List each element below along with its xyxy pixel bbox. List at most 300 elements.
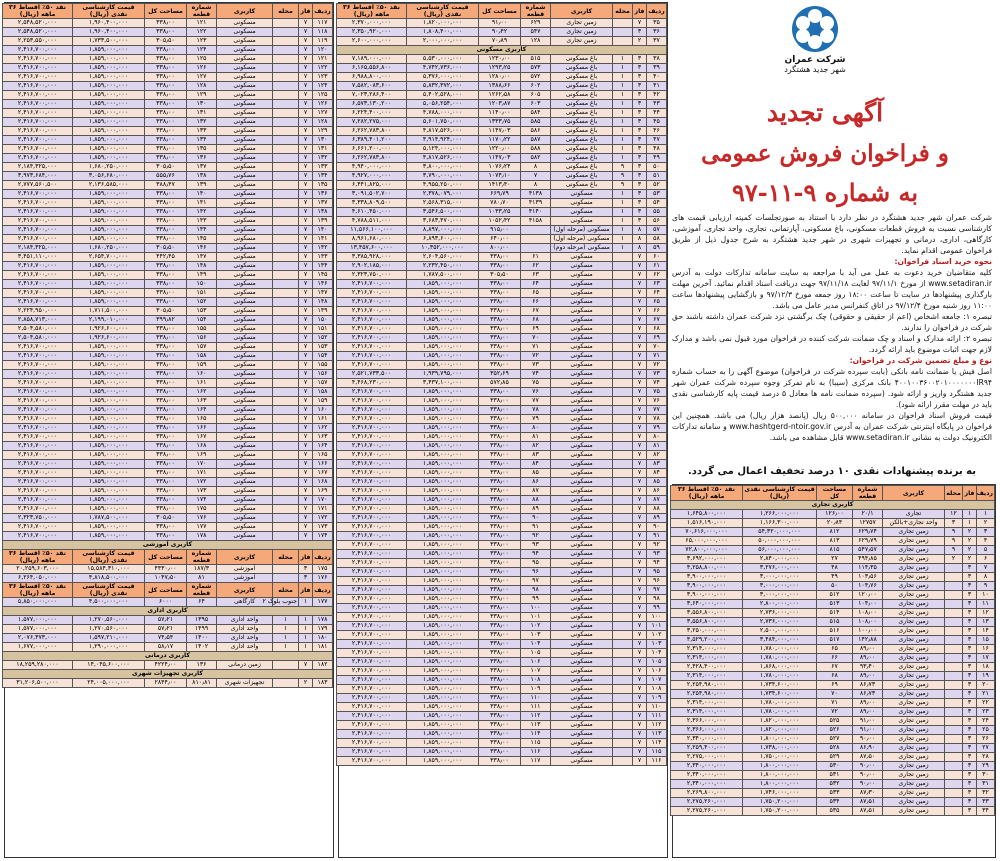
cell-size: ۳۳۸٫۰۰ <box>145 280 187 289</box>
cell-row: ۹۰ <box>647 523 667 532</box>
section-title-row <box>3 541 333 550</box>
cell-plot: ۱۰۴٫۷۶ <box>853 582 883 591</box>
company-name: شرکت عمران <box>784 55 846 65</box>
cell-plot: ۸۹٫۰۰ <box>853 672 883 681</box>
cell-plot: ۱۰۰٫۰۰ <box>853 627 883 636</box>
cell-use: مسکونی <box>217 154 273 163</box>
table-row <box>3 634 333 643</box>
cell-area <box>273 478 299 487</box>
cell-size: ۵۲۹ <box>817 753 853 762</box>
cell-use: باغ مسکونی <box>551 73 613 82</box>
table-row <box>3 496 333 505</box>
cell-install: ۲,۲۷۵,۲۶۰,۰۰۰ <box>671 798 743 807</box>
cell-use: زمین تجاری <box>883 636 945 645</box>
cell-use: واحد اداری <box>217 625 273 634</box>
cell-phase: ۷ <box>299 505 313 514</box>
table-row <box>337 325 667 334</box>
cell-cash: ۵,۵۳۰,۰۰۰,۰۰۰ <box>407 55 479 64</box>
cell-size: ۳۳۸٫۰۰ <box>479 739 521 748</box>
cell-row: ۱۵۱ <box>313 325 333 334</box>
cell-plot <box>521 244 551 253</box>
cell-row: ۱۰۶ <box>647 667 667 676</box>
cell-phase: ۳ <box>963 672 977 681</box>
cell-row: ۵۸ <box>647 235 667 244</box>
cell-use: زمین تجاری <box>883 753 945 762</box>
cell-plot: ۱۲۴ <box>187 46 217 55</box>
table-row <box>3 145 333 154</box>
cell-area <box>945 591 963 600</box>
cell-cash: ۱,۸۵۹,۰۰۰,۰۰۰ <box>73 451 145 460</box>
column-header-use: کاربری <box>551 4 613 19</box>
cell-area: ۹ <box>945 528 963 537</box>
cell-row: ۱۳ <box>977 618 995 627</box>
cell-area <box>273 163 299 172</box>
table-row <box>337 577 667 586</box>
cell-cash: ۲,۷۳۶,۰۰۰,۰۰۰ <box>743 609 817 618</box>
table-row <box>3 172 333 181</box>
cell-size: ۳۸۸٫۴۷ <box>145 181 187 190</box>
cell-phase: ۷ <box>299 532 313 541</box>
cell-install: ۱,۶۷۷,۰۰۰,۰۰۰ <box>3 643 73 652</box>
cell-plot: ۱۶۷ <box>187 433 217 442</box>
cell-plot: ۱۷۱ <box>187 469 217 478</box>
cell-area <box>613 541 633 550</box>
cell-area: ۱ <box>613 136 633 145</box>
cell-phase: ۱ <box>299 598 313 607</box>
cell-phase: ۳ <box>633 28 647 37</box>
cell-size: ۵۳۱ <box>817 771 853 780</box>
cell-use: کارگاهی <box>217 598 273 607</box>
table-row <box>671 591 995 600</box>
cell-cash: ۱,۸۵۹,۰۰۰,۰۰۰ <box>407 487 479 496</box>
cell-install: ۲,۴۱۶,۷۰۰,۰۰۰ <box>3 388 73 397</box>
cell-size: ۵۸٫۱۷ <box>145 643 187 652</box>
table-row <box>3 514 333 523</box>
cell-size: ۵۵۵٫۷۶ <box>145 172 187 181</box>
cell-phase: ۱ <box>299 634 313 643</box>
cell-row: ۱۲ <box>977 609 995 618</box>
column-header-size: مساحت کل <box>145 583 187 598</box>
cell-phase: ۳ <box>633 181 647 190</box>
column-header-plot: شماره قطعه <box>521 4 551 19</box>
cell-area <box>613 37 633 46</box>
cell-row: ۸۱ <box>647 442 667 451</box>
cell-size: ۳۳۸٫۰۰ <box>145 469 187 478</box>
cell-use: مسکونی <box>217 244 273 253</box>
cell-row: ۴ <box>977 537 995 546</box>
cell-size: ۳۳۸٫۰۰ <box>479 631 521 640</box>
cell-area <box>273 532 299 541</box>
section-title-row <box>3 670 333 679</box>
cell-phase: ۷ <box>299 91 313 100</box>
cell-size: ۳۳۸٫۰۰ <box>479 307 521 316</box>
cell-plot: ۸۱۰٫۸۱ <box>187 679 217 688</box>
cell-row: ۱۱۹ <box>313 37 333 46</box>
cell-cash: ۳,۶۸۳,۴۷۰,۰۰۰ <box>407 217 479 226</box>
cell-size: ۳۳۸٫۰۰ <box>479 487 521 496</box>
cell-row: ۱۴۳ <box>313 253 333 262</box>
table-row <box>3 343 333 352</box>
cell-plot: ۸۱ <box>187 574 217 583</box>
cell-use: مسکونی <box>217 433 273 442</box>
cell-row: ۱۳۵ <box>313 181 333 190</box>
cell-row: ۱۶ <box>977 645 995 654</box>
cell-row: ۸۵ <box>647 478 667 487</box>
cell-use: زمین تجاری <box>883 582 945 591</box>
cell-size: ۳۳۸٫۰۰ <box>479 604 521 613</box>
cell-phase: ۷ <box>633 721 647 730</box>
cell-phase: ۷ <box>299 181 313 190</box>
cell-row: ۱۷۰ <box>313 496 333 505</box>
cell-cash: ۱,۹۲۶,۶۰۰,۰۰۰ <box>73 334 145 343</box>
table-row <box>671 726 995 735</box>
cell-plot: ۷۰ <box>521 334 551 343</box>
cell-use: زمین تجاری <box>883 699 945 708</box>
cell-area <box>273 154 299 163</box>
cell-row: ۱۴۰ <box>313 226 333 235</box>
cell-row: ۷۵ <box>647 388 667 397</box>
cell-use: مسکونی <box>551 253 613 262</box>
cell-install: ۳,۵۵۶,۸۰۰,۰۰۰ <box>671 618 743 627</box>
cell-cash: ۳,۲۷۶,۰۰۰,۰۰۰ <box>743 564 817 573</box>
cell-plot: ۱۱۶ <box>521 748 551 757</box>
cell-install: ۲,۴۱۶,۷۰۰,۰۰۰ <box>3 64 73 73</box>
cell-size: ۳۳۸٫۰۰ <box>479 649 521 658</box>
cell-area <box>273 406 299 415</box>
cell-cash: ۲,۸۰۰,۰۰۰,۰۰۰ <box>743 600 817 609</box>
cell-phase: ۷ <box>633 433 647 442</box>
cell-area: ۱ <box>613 109 633 118</box>
cell-area <box>945 564 963 573</box>
cell-install: ۲,۴۱۶,۷۰۰,۰۰۰ <box>337 325 407 334</box>
cell-size: ۳۳۸٫۰۰ <box>145 208 187 217</box>
headline-line-2: و فراخوان فروش عمومی <box>701 140 949 167</box>
cell-plot: ۹۳٫۴۰ <box>853 663 883 672</box>
cell-plot: ۷۲ <box>521 352 551 361</box>
cell-size: ۱۲۶۲٫۵۸ <box>479 91 521 100</box>
cell-use: مسکونی <box>217 343 273 352</box>
cell-install: ۲,۴۱۶,۷۰۰,۰۰۰ <box>3 361 73 370</box>
cell-size: ۳۰۵٫۵۰ <box>479 271 521 280</box>
cell-phase: ۷ <box>299 28 313 37</box>
cell-phase: ۳ <box>633 127 647 136</box>
cell-cash: ۱,۸۲۰,۰۰۰,۰۰۰ <box>743 726 817 735</box>
cell-plot: ۱۳۱ <box>187 109 217 118</box>
cell-cash: ۱,۸۵۹,۰۰۰,۰۰۰ <box>407 352 479 361</box>
table-row <box>3 289 333 298</box>
cell-phase: ۳ <box>963 753 977 762</box>
cell-size: ۷۲ <box>817 708 853 717</box>
cell-size: ۸۱۲ <box>817 528 853 537</box>
cell-size: ۱۴۱۳٫۴۰ <box>479 181 521 190</box>
cell-use: مسکونی <box>551 298 613 307</box>
column-header-use: کاربری <box>217 583 273 598</box>
cell-cash: ۱,۸۰۸,۴۰۰,۰۰۰ <box>407 28 479 37</box>
cell-use: مسکونی <box>551 442 613 451</box>
table-row <box>337 64 667 73</box>
cell-use: مسکونی <box>217 136 273 145</box>
cell-row: ۱۱۸ <box>313 28 333 37</box>
cell-plot: ۸۷٫۵۱ <box>853 807 883 816</box>
cell-use: باغ مسکونی <box>551 172 613 181</box>
cell-phase: ۱ <box>963 519 977 528</box>
cell-cash: ۱,۸۵۹,۰۰۰,۰۰۰ <box>407 550 479 559</box>
cell-cash: ۱,۸۵۹,۰۰۰,۰۰۰ <box>407 730 479 739</box>
cell-phase: ۱ <box>963 510 977 519</box>
cell-size: ۳۳۸٫۰۰ <box>479 253 521 262</box>
cell-size: ۳۳۸٫۰۰ <box>479 748 521 757</box>
cell-size: ۳۳۸٫۰۰ <box>479 676 521 685</box>
cell-plot: ۸۷٫۳۰ <box>853 789 883 798</box>
cell-plot: ۸ <box>521 181 551 190</box>
cell-install: ۲,۴۱۶,۷۰۰,۰۰۰ <box>3 280 73 289</box>
table-row <box>337 136 667 145</box>
cell-area: ۱ <box>613 190 633 199</box>
table-row <box>337 343 667 352</box>
table-row <box>337 514 667 523</box>
cell-size: ۹۱۵٫۰۰ <box>479 226 521 235</box>
cell-install: ۲,۴۱۶,۷۰۰,۰۰۰ <box>337 478 407 487</box>
table-row <box>337 415 667 424</box>
cell-use: مسکونی <box>551 604 613 613</box>
cell-row: ۱۴۱ <box>313 235 333 244</box>
cell-area <box>945 771 963 780</box>
cell-row: ۱۱۴ <box>647 739 667 748</box>
cell-install: ۲,۳۲۳,۷۵۰,۰۰۰ <box>337 271 407 280</box>
cell-area <box>613 460 633 469</box>
cell-cash: ۱,۸۰۰,۰۰۰,۰۰۰ <box>743 762 817 771</box>
cell-area <box>273 136 299 145</box>
cell-cash: ۱,۸۵۹,۰۰۰,۰۰۰ <box>407 712 479 721</box>
cell-phase: ۳ <box>963 573 977 582</box>
cell-phase: ۷ <box>299 244 313 253</box>
cell-phase: ۷ <box>633 595 647 604</box>
table-row <box>671 636 995 645</box>
cell-row: ۸۸ <box>647 505 667 514</box>
cell-use: مسکونی <box>551 730 613 739</box>
cell-use: مسکونی <box>217 19 273 28</box>
cell-size: ۶۴۰٫۰۰ <box>479 235 521 244</box>
cell-row: ۱۷۴ <box>313 532 333 541</box>
cell-area <box>273 469 299 478</box>
cell-install: ۴,۹۴۰,۰۰۰,۰۰۰ <box>337 163 407 172</box>
company-logo <box>760 6 870 86</box>
cell-use: زمین تجاری <box>883 654 945 663</box>
cell-use: مسکونی <box>551 757 613 766</box>
cell-cash: ۲,۶۰۴,۵۶۰,۰۰۰ <box>407 253 479 262</box>
cell-row: ۱۳۶ <box>313 190 333 199</box>
cell-use: مسکونی <box>551 595 613 604</box>
cell-row: ۶ <box>977 555 995 564</box>
cell-cash: ۲,۷۳۶,۰۰۰,۰۰۰ <box>743 618 817 627</box>
company-subtitle: شهر جدید هشتگرد <box>784 65 846 74</box>
cell-cash: ۳,۰۰۰,۰۰۰,۰۰۰ <box>743 591 817 600</box>
cell-row: ۱۶۹ <box>313 487 333 496</box>
cell-plot: ۱۱۱ <box>521 703 551 712</box>
cell-cash: ۱,۸۵۹,۰۰۰,۰۰۰ <box>73 433 145 442</box>
cell-plot: ۱۷۲ <box>187 478 217 487</box>
cell-cash: ۱,۷۸۷,۵۰۰,۰۰۰ <box>73 514 145 523</box>
cell-row: ۷۲ <box>647 361 667 370</box>
cell-phase: ۷ <box>633 370 647 379</box>
cell-cash: ۱,۸۵۹,۰۰۰,۰۰۰ <box>407 415 479 424</box>
cell-use: زمین تجاری <box>883 645 945 654</box>
cell-size: ۳۳۸٫۰۰ <box>145 46 187 55</box>
cell-size: ۳۳۸٫۰۰ <box>145 298 187 307</box>
table-row <box>337 739 667 748</box>
section-title: کاربری مسکونی <box>337 46 667 55</box>
cell-plot: ۶۲۹ <box>521 19 551 28</box>
cell-phase: ۷ <box>633 415 647 424</box>
section-title-row <box>3 607 333 616</box>
cell-row: ۳۹ <box>647 64 667 73</box>
cell-install: ۲,۴۱۶,۷۰۰,۰۰۰ <box>3 433 73 442</box>
table-row <box>671 690 995 699</box>
cell-phase: ۷ <box>299 109 313 118</box>
cell-phase: ۳ <box>633 163 647 172</box>
cell-area <box>273 46 299 55</box>
cell-area <box>613 433 633 442</box>
cell-plot: ۵۸۷ <box>521 136 551 145</box>
cell-size: ۳۳۸٫۰۰ <box>145 379 187 388</box>
cell-phase: ۷ <box>633 361 647 370</box>
cell-use: مسکونی <box>551 703 613 712</box>
cell-area <box>613 325 633 334</box>
cell-area <box>273 280 299 289</box>
cell-install: ۲,۴۱۶,۷۰۰,۰۰۰ <box>337 514 407 523</box>
table-row <box>337 676 667 685</box>
cell-area <box>613 757 633 766</box>
cell-row: ۱۲۷ <box>313 109 333 118</box>
cell-row: ۵۴ <box>647 199 667 208</box>
cell-plot: ۱۰۸٫۰۰ <box>853 609 883 618</box>
cell-size: ۳۳۸٫۰۰ <box>479 460 521 469</box>
table-row <box>337 460 667 469</box>
cell-plot: ۶۲۹٫۷۴ <box>853 528 883 537</box>
cell-install: ۶,۱۶۵,۵۵۶,۸۰۰ <box>337 64 407 73</box>
cell-area: ۹ <box>945 537 963 546</box>
cell-cash: ۱,۸۵۹,۰۰۰,۰۰۰ <box>407 505 479 514</box>
cell-row: ۱۴۶ <box>313 280 333 289</box>
cell-row: ۲۷ <box>977 744 995 753</box>
cell-area: جنوب بلوک ۲ <box>262 598 297 605</box>
cell-phase: ۷ <box>299 469 313 478</box>
cell-row: ۱۳۲ <box>313 154 333 163</box>
cell-install: ۲,۴۱۶,۷۰۰,۰۰۰ <box>3 442 73 451</box>
cell-cash: ۱,۸۵۹,۰۰۰,۰۰۰ <box>407 478 479 487</box>
cell-row: ۸۷ <box>647 496 667 505</box>
cell-use: مسکونی <box>551 523 613 532</box>
table-row <box>337 361 667 370</box>
cell-plot: ۱۰۴ <box>521 640 551 649</box>
cell-use: مسکونی <box>551 208 613 217</box>
table-row <box>337 424 667 433</box>
table-row <box>3 154 333 163</box>
cell-phase: ۷ <box>633 757 647 766</box>
cell-phase: ۳ <box>633 199 647 208</box>
cell-cash: ۱,۷۵۰,۲۰۰,۰۰۰ <box>743 807 817 816</box>
cell-plot: ۷۱ <box>521 343 551 352</box>
cell-size: ۳۳۸٫۰۰ <box>145 505 187 514</box>
cell-area <box>273 316 299 325</box>
cell-area <box>273 325 299 334</box>
cell-phase: ۷ <box>633 307 647 316</box>
table-row <box>337 595 667 604</box>
section-title-row <box>3 652 333 661</box>
cell-row: ۱۶۷ <box>313 469 333 478</box>
table-row <box>337 613 667 622</box>
column-header-install: نقد ۵۰٪ اقساط ۳۶ ماهه (ریال) <box>3 583 73 598</box>
cell-phase: ۷ <box>299 73 313 82</box>
cell-use: مسکونی <box>551 487 613 496</box>
cell-row: ۵۲ <box>647 181 667 190</box>
cell-size: ۳۳۸٫۰۰ <box>479 451 521 460</box>
cell-phase: ۷ <box>299 82 313 91</box>
cell-cash: ۱,۸۵۹,۰۰۰,۰۰۰ <box>73 487 145 496</box>
cell-cash: ۴,۹۱۴,۹۲۴,۰۰۰ <box>407 136 479 145</box>
column-header-use: کاربری <box>217 4 273 19</box>
cell-area: ۲ <box>945 555 963 564</box>
cell-size: ۳۳۸٫۰۰ <box>479 721 521 730</box>
cell-install: ۲,۴۱۶,۷۰۰,۰۰۰ <box>3 73 73 82</box>
cell-row: ۲۸ <box>977 753 995 762</box>
cell-cash: ۱,۹۳۹,۷۹۵,۰۰۰ <box>407 370 479 379</box>
cell-install: ۷۰,۶۱۶,۰۰۰,۰۰۰ <box>671 528 743 537</box>
repeat-header-row <box>3 583 333 598</box>
cell-install: ۲,۴۱۶,۷۰۰,۰۰۰ <box>337 559 407 568</box>
cell-size: ۳۳۸٫۰۰ <box>479 559 521 568</box>
cell-row: ۱۵۹ <box>313 397 333 406</box>
cell-row: ۴۵ <box>647 118 667 127</box>
cell-phase: ۷ <box>299 262 313 271</box>
cell-phase: ۷ <box>633 316 647 325</box>
cell-install: ۲,۴۱۶,۷۰۰,۰۰۰ <box>337 694 407 703</box>
cell-use: مسکونی <box>217 361 273 370</box>
cell-install: ۶,۳۸۹,۴۰۱,۲۰۰ <box>337 136 407 145</box>
cell-install: ۲,۴۱۶,۷۰۰,۰۰۰ <box>3 82 73 91</box>
cell-cash: ۱,۲۹۰,۰۰۰,۰۰۰ <box>73 643 145 652</box>
cell-row: ۱۰۷ <box>647 676 667 685</box>
cell-area <box>273 208 299 217</box>
cell-size: ۳۳۸٫۰۰ <box>145 55 187 64</box>
cell-size: ۱۰۷۶٫۲۴ <box>479 163 521 172</box>
cell-area <box>945 636 963 645</box>
cell-phase: ۷ <box>633 676 647 685</box>
cell-area <box>613 442 633 451</box>
cell-use: مسکونی <box>551 433 613 442</box>
cell-size: ۱۲۰۳٫۸۷ <box>479 100 521 109</box>
cell-phase: ۷ <box>633 622 647 631</box>
cell-install: ۲,۳۶۶,۰۰۰,۰۰۰ <box>671 726 743 735</box>
table-row <box>337 451 667 460</box>
cell-install: ۳,۲۵۰,۰۰۰,۰۰۰ <box>671 627 743 636</box>
cell-install: ۳,۹۰۰,۰۰۰,۰۰۰ <box>671 591 743 600</box>
cell-cash: ۱,۸۵۹,۰۰۰,۰۰۰ <box>407 748 479 757</box>
cell-phase: ۷ <box>633 640 647 649</box>
cell-plot: ۵۴۷ <box>521 28 551 37</box>
cell-install: ۲,۴۱۶,۷۰۰,۰۰۰ <box>3 100 73 109</box>
cell-phase: ۷ <box>299 307 313 316</box>
cell-size: ۳۳۸٫۰۰ <box>479 514 521 523</box>
column-header-area: محله <box>273 4 299 19</box>
cell-plot: ۱۴۰۲ <box>187 643 217 652</box>
cell-size: ۳۳۸٫۰۰ <box>479 424 521 433</box>
cell-use: باغ مسکونی <box>551 82 613 91</box>
cell-cash: ۱,۸۵۹,۰۰۰,۰۰۰ <box>407 649 479 658</box>
cell-use: تجهیزات شهری <box>217 679 273 688</box>
cell-phase: ۷ <box>299 37 313 46</box>
cell-size: ۶۶۹٫۷۹ <box>479 190 521 199</box>
